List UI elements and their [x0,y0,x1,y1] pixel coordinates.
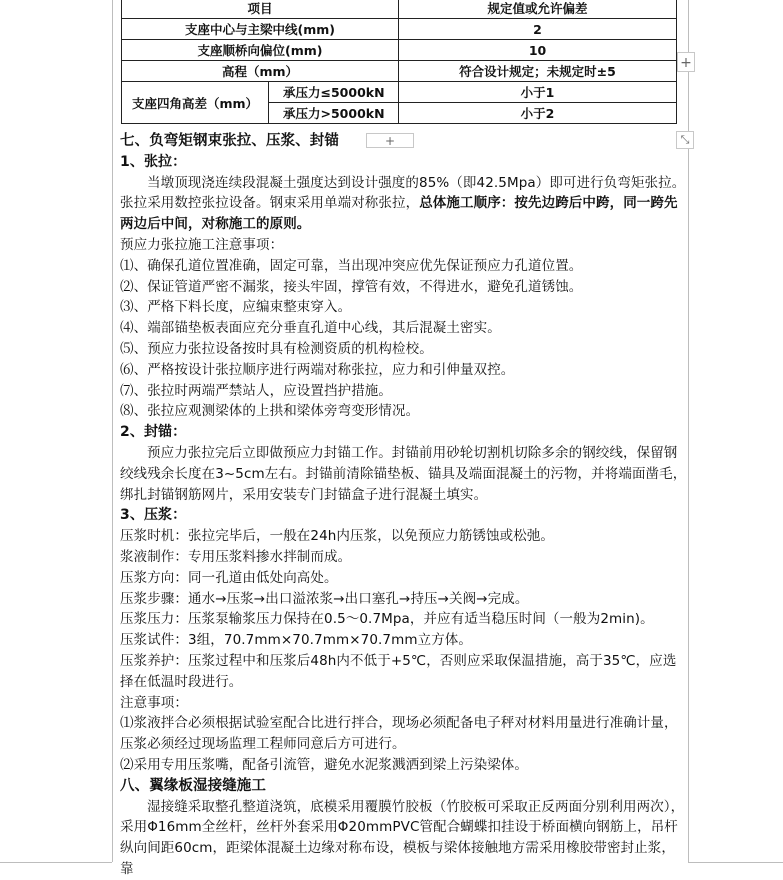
table-header-item: 项目 [122,0,399,19]
list-item: ⑴浆液拌合必须根据试验室配合比进行拌合，现场必须配备电子秤对材料用量进行准确计量，压浆必须经过现场监理工程师同意后方可进行。 [120,715,678,753]
paragraph [120,173,688,235]
table-row [122,19,677,40]
list-item: ⑵、保证管道严密不漏浆，接头牢固，撑管有效，不得进水，避免孔道锈蚀。 [120,278,583,295]
paragraph: 湿接缝采取整孔整道浇筑，底模采用覆膜竹胶板（竹胶板可采取正反两面分别利用两次），采用Φ16mm全丝杆，丝杆外套采用Φ20mmPVC管配合蝴蝶扣挂设于桥面横向钢筋上，吊杆纵向间距60cm，距梁体混凝土边缘对称布设，模板与梁体接触地方需采用橡胶带密封止浆，靠 [120,798,685,877]
list-item: ⑶、严格下料长度，应编束整束穿入。 [120,299,352,316]
list-item: 压浆养护：压浆过程中和压浆后48h内不低于+5℃，否则应采取保温措施，高于35℃，应选择在低温时段进行。 [120,652,677,690]
paragraph-bold-text: 总体施工顺序：按先边跨后中跨，同一跨先两边后中间，对称施工的原则。 [120,195,678,233]
section-heading: 八、翼缘板湿接缝施工 [120,777,266,794]
margin-guide-right [688,0,689,862]
list-item: 压浆试件：3组，70.7mm×70.7mm×70.7mm立方体。 [120,632,472,649]
table-cell-value: 2 [399,19,677,40]
list-item: 压浆时机：张拉完毕后，一般在24h内压浆，以免预应力筋锈蚀或松弛。 [120,528,555,545]
margin-guide-left [112,0,113,862]
list-item: ⑻、张拉应观测梁体的上拱和梁体旁弯变形情况。 [120,403,420,420]
add-column-button[interactable]: + [677,52,695,72]
table-cell-condition: 承压力≤5000kN [269,82,399,103]
list-item: ⑷、端部锚垫板表面应充分垂直孔道中心线，其后混凝土密实。 [120,320,501,337]
subsection-heading: 3、压浆： [120,507,187,524]
table-resize-handle-icon[interactable]: ⤡ [676,131,694,149]
table-row [122,61,677,82]
table-cell-condition: 承压力>5000kN [269,103,399,124]
list-item: 压浆步骤：通水→压浆→出口溢浓浆→出口塞孔→持压→关阀→完成。 [120,590,529,607]
table-cell-value: 符合设计规定；未规定时±5 [399,61,677,82]
paragraph: 预应力张拉完后立即做预应力封锚工作。封锚前用砂轮切割机切除多余的钢绞线，保留钢绞线残余长度在3~5cm左右。封锚前清除锚垫板、锚具及端面混凝土的污物，并将端面凿毛，绑扎封锚钢筋网片，采用安装专门封锚盒子进行混凝土填实。 [120,444,687,503]
margin-guide-bottom [0,862,112,863]
table-header-row [122,0,677,19]
table-cell-item: 支座中心与主梁中线(mm) [122,19,399,40]
list-item: ⑸、预应力张拉设备按时具有检测资质的机构检校。 [120,340,433,357]
list-item: 浆液制作：专用压浆料掺水拌制而成。 [120,548,352,565]
list-item: 压浆压力：压浆泵输浆压力保持在0.5～0.7Mpa，并应有适当稳压时间（一般为2min)。 [120,611,654,628]
paragraph-text: 当墩顶现浇连续段混凝土强度达到设计强度的85%（即42.5Mpa）即可进行负弯矩张拉。张拉采用数控张拉设备。钢束采用单端对称张拉， [120,174,686,212]
section-heading: 七、负弯矩钢束张拉、压浆、封锚 [120,133,339,149]
list-item: 压浆方向：同一孔道由低处向高处。 [120,569,338,586]
list-item: ⑵采用专用压浆嘴，配备引流管，避免水泥浆溅洒到梁上污染梁体。 [120,756,528,773]
table-row [122,82,677,103]
add-row-button[interactable]: + [366,133,414,148]
table-cell-value: 小于2 [399,103,677,124]
list-item: ⑹、严格按设计张拉顺序进行两端对称张拉，应力和引伸量双控。 [120,361,515,378]
notes-title: 注意事项： [120,694,188,711]
table-cell-value: 小于1 [399,82,677,103]
table-cell-item: 支座顺桥向偏位(mm) [122,40,399,61]
list-item: ⑴、确保孔道位置准确，固定可靠，当出现冲突应优先保证预应力孔道位置。 [120,257,583,274]
table-header-value: 规定值或允许偏差 [399,0,677,19]
table-cell-value: 10 [399,40,677,61]
subsection-heading: 1、张拉： [120,153,187,170]
notes-title: 预应力张拉施工注意事项： [120,236,284,253]
margin-guide-bottom-right [688,862,783,863]
subsection-heading: 2、封锚： [120,424,187,441]
list-item: ⑺、张拉时两端严禁站人，应设置挡护措施。 [120,382,392,399]
tolerance-table [121,0,677,124]
table-row [122,40,677,61]
document-body [120,131,688,880]
table-cell-item: 高程（mm） [122,61,399,82]
table-cell-merged-label: 支座四角高差（mm） [122,82,269,124]
